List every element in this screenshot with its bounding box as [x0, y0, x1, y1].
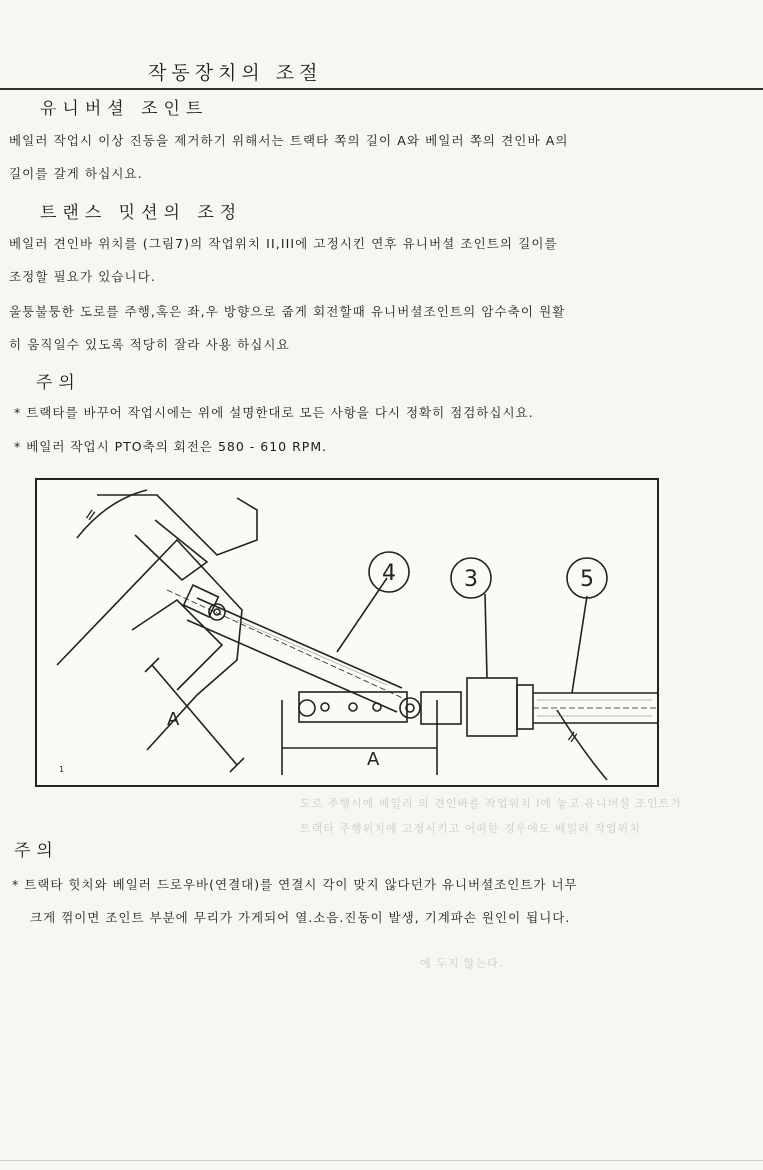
dim-a-left-label: A	[167, 709, 180, 730]
caution-2-bullet-1: * 트랙타 힛치와 베일러 드로우바(연결대)를 연결시 각이 맞지 않다던가 유니버셜조인트가 너무	[12, 877, 578, 892]
tractor-upper	[97, 495, 257, 555]
transmission-line-2: 조정할 필요가 있습니다.	[9, 269, 156, 284]
drawbar-hole-3	[373, 703, 381, 711]
shaft-bottom	[187, 620, 397, 712]
title-divider	[0, 88, 763, 90]
heading-caution-2: 주의	[14, 841, 59, 861]
caution-2-bullet-2: 크게 꺾이면 조인트 부분에 무리가 가게되어 열.소음.진동이 발생, 기계파손 원인이 됩니다.	[30, 910, 571, 925]
tractor-inner	[135, 520, 207, 580]
dim-a-bottom-label: A	[367, 749, 380, 770]
gearbox-flange	[517, 685, 533, 729]
transmission-line-1: 베일러 견인바 위치를 (그림7)의 작업위치 II,III에 고정시킨 연후 유니버셜 조인트의 길이를	[9, 236, 558, 251]
right-yoke-pin	[400, 698, 420, 718]
universal-line-2: 길이를 갈게 하십시요.	[9, 166, 143, 181]
universal-line-1: 베일러 작업시 이상 진동을 제거하기 위해서는 트랙타 쪽의 길이 A와 베일러 쪽의 견인바 A의	[9, 133, 569, 148]
callout-4: 4	[382, 561, 396, 586]
drawbar-hole-2	[349, 703, 357, 711]
gearbox-block	[467, 678, 517, 736]
leader-3	[485, 594, 487, 678]
heading-transmission: 트랜스 밋션의 조정	[40, 203, 243, 223]
caution-1-bullet-2: * 베일러 작업시 PTO축의 회전은 580 - 610 RPM.	[14, 439, 328, 454]
tractor-outline	[57, 540, 242, 750]
callout-3: 3	[464, 567, 478, 592]
left-yoke-ring	[214, 609, 220, 615]
heading-universal-joint: 유니버셜 조인트	[40, 99, 209, 119]
callout-5: 5	[580, 567, 594, 592]
angle-right-label: =	[560, 725, 584, 748]
bleed-line-3: 에 두지 않는다.	[420, 957, 504, 970]
bleed-line-2: 트랙타 주행위치에 고정시키고 어떠한 경우에도 베일러 작업위치	[300, 822, 641, 835]
shaft-top	[197, 598, 402, 688]
page-title: 작동장치의 조절	[148, 62, 323, 84]
drawbar-hole-1	[321, 703, 329, 711]
hitch-pin	[299, 700, 315, 716]
diagram-svg	[37, 480, 657, 785]
right-yoke-body	[421, 692, 461, 724]
universal-joint-diagram	[35, 478, 659, 787]
transmission-line-4: 히 움직일수 있도록 적당히 잘라 사용 하십시요	[9, 337, 290, 352]
dim-a-left-line	[152, 665, 237, 765]
transmission-line-3: 울퉁불퉁한 도로를 주행,혹은 좌,우 방향으로 줍게 회전할때 유니버셜조인트의 암수축이 원활	[9, 304, 566, 319]
heading-caution-1: 주의	[36, 373, 81, 393]
caution-1-bullet-1: * 트랙타를 바꾸어 작업시에는 위에 설명한대로 모든 사항을 다시 정확히 점검하십시요.	[14, 405, 534, 420]
leader-5	[572, 596, 587, 693]
bleed-line-1: 도로 주행시에 베일러 의 견인바를 작업위치 I에 놓고 유니버셜 조인트가	[300, 797, 682, 810]
figure-marker: 1	[59, 765, 65, 774]
shaft-centre	[167, 590, 407, 700]
scan-edge	[0, 1160, 763, 1161]
angle-arc-right	[557, 710, 607, 780]
angle-left-label: =	[78, 503, 102, 526]
